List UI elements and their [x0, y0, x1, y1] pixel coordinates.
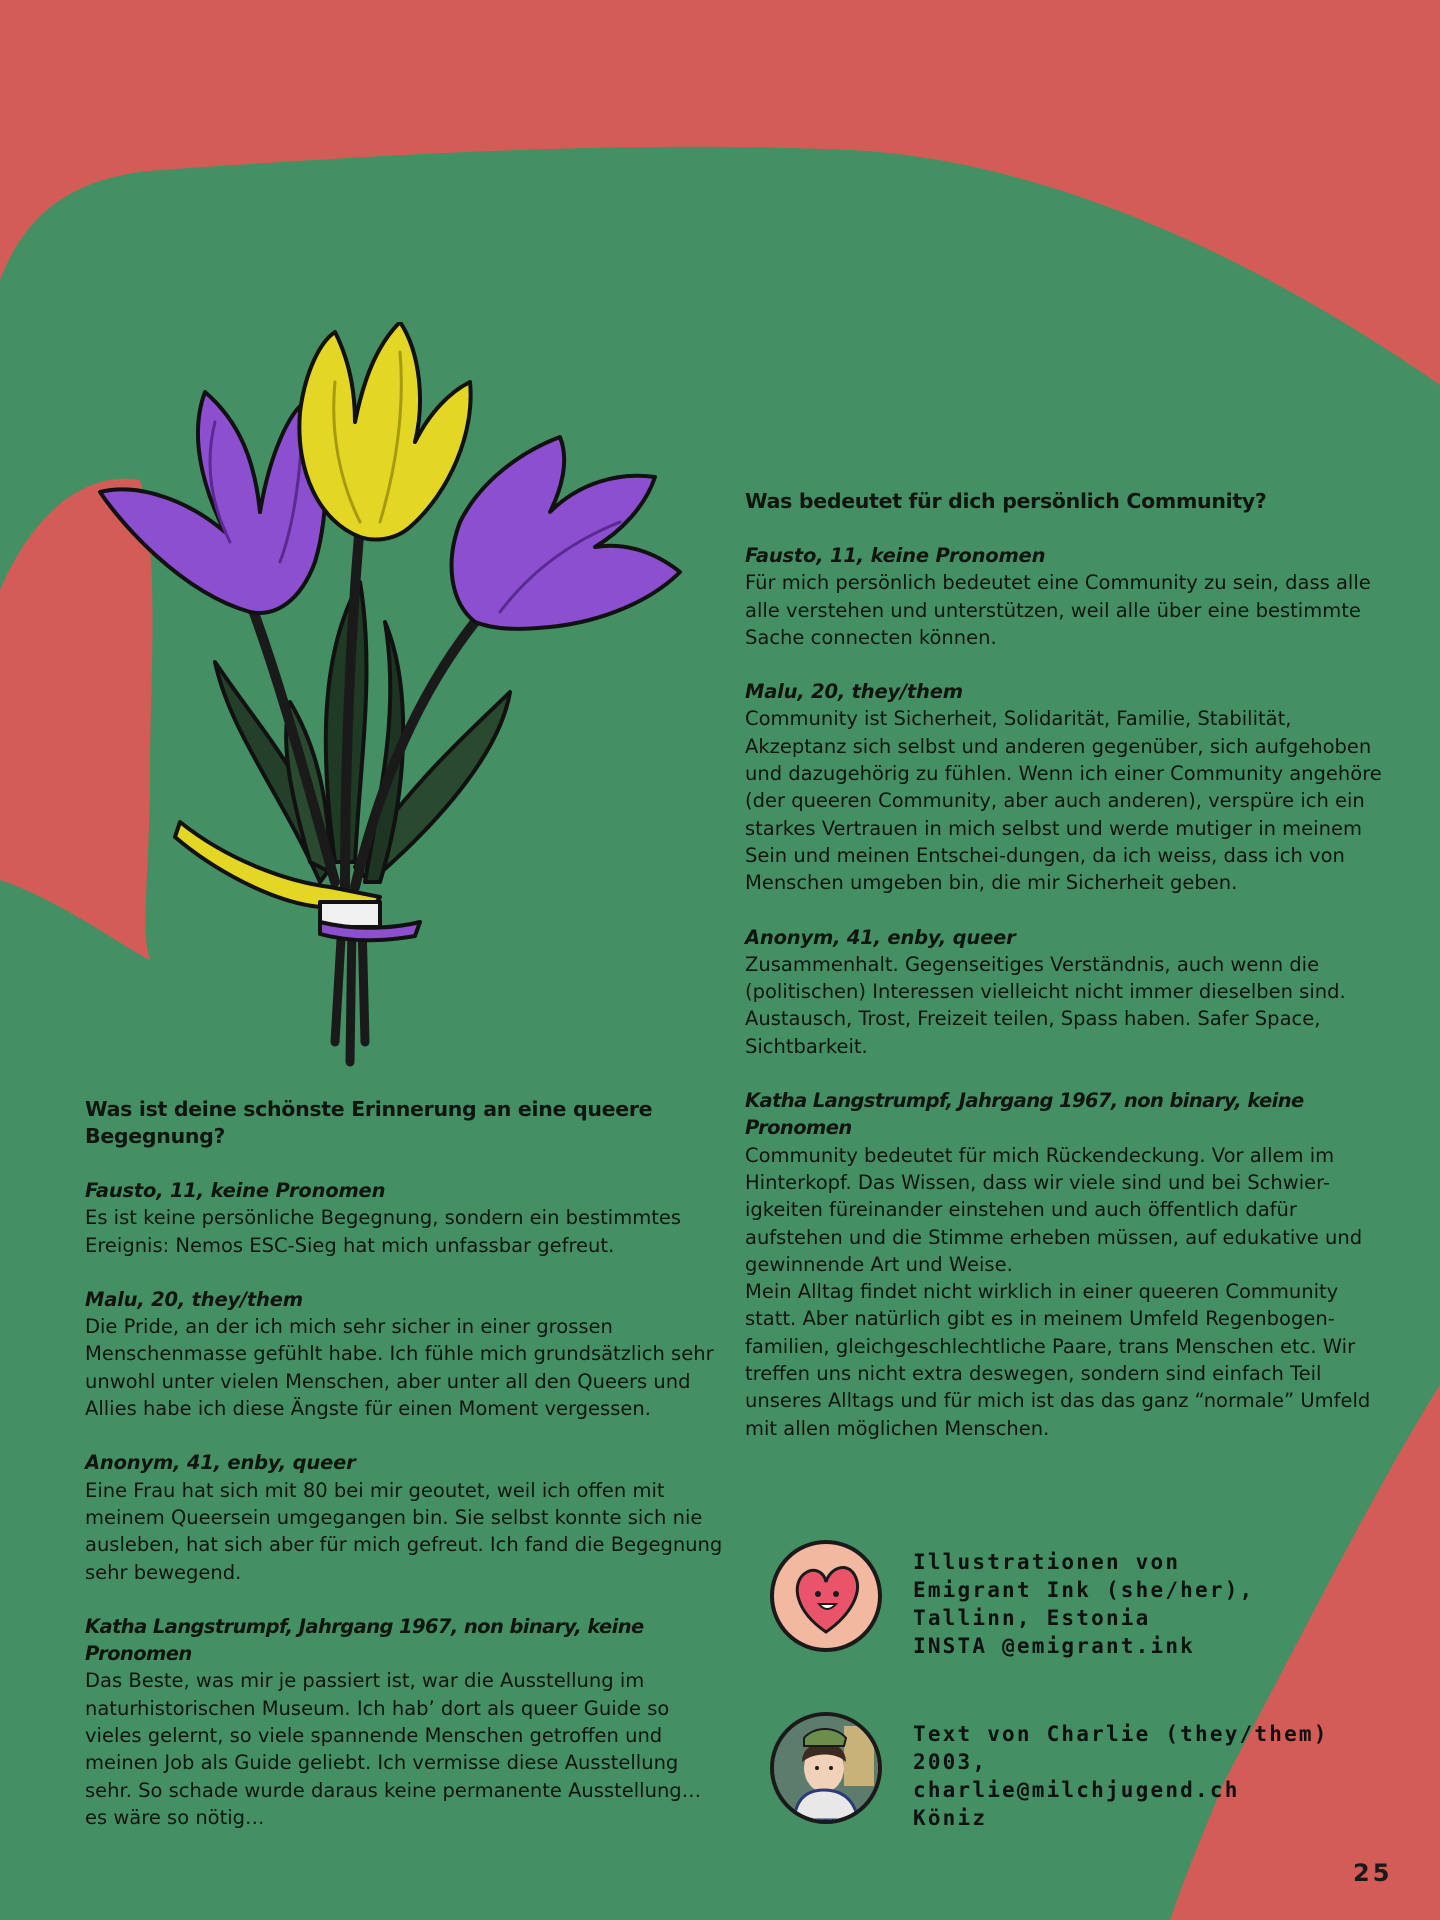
crocus-bouquet-illustration	[80, 322, 720, 1082]
answer-entry	[85, 1286, 725, 1422]
page-number: 25	[1353, 1859, 1393, 1887]
answer-entry	[85, 1449, 725, 1585]
answer-entry	[85, 1177, 725, 1259]
answer-text: Zusammenhalt. Gegenseitiges Verständnis, auch wenn die (politischen) Interessen vielleicht nicht immer dieselben sind. Austausch, Trost, Freizeit teilen, Spass haben. Safer Space, Sichtbarkeit.	[745, 952, 1346, 1058]
text-credit-text: Text von Charlie (they/them) 2003, charlie@milchjugend.ch Köniz	[913, 1722, 1329, 1830]
left-column	[85, 1096, 725, 1858]
credit-illustrations	[770, 1540, 1410, 1670]
answer-entry	[745, 542, 1385, 651]
respondent-name: Katha Langstrumpf, Jahrgang 1967, non binary, keine Pronomen	[85, 1614, 644, 1666]
question-memory: Was ist deine schönste Erinnerung an eine queere Begegnung?	[85, 1097, 653, 1148]
answer-entry	[85, 1613, 725, 1831]
respondent-name: Anonym, 41, enby, queer	[745, 925, 1016, 949]
respondent-name: Malu, 20, they/them	[85, 1287, 303, 1311]
answer-entry	[745, 678, 1385, 896]
respondent-name: Malu, 20, they/them	[745, 680, 963, 704]
answer-text: Es ist keine persönliche Begegnung, sondern ein bestimmtes Ereignis: Nemos ESC-Sieg hat mich unfassbar gefreut.	[85, 1206, 682, 1257]
right-column	[745, 488, 1385, 1469]
answer-text: Eine Frau hat sich mit 80 bei mir geoutet, weil ich offen mit meinem Queersein umgegangen bin. Sie selbst konnte sich nie ausleben, hat sich aber für mich gefreut. Ich fand die Begegnung sehr bewegend.	[85, 1478, 723, 1584]
credit-text	[770, 1712, 1410, 1842]
answer-entry	[745, 1087, 1385, 1442]
heart-face-avatar-icon	[770, 1540, 882, 1652]
respondent-name: Fausto, 11, keine Pronomen	[745, 544, 1046, 567]
illustration-credit-text: Illustrationen von Emigrant Ink (she/her), Tallinn, Estonia INSTA @emigrant.ink	[913, 1550, 1255, 1658]
answer-text: Die Pride, an der ich mich sehr sicher in einer grossen Menschenmasse gefühlt habe. Ich fühle mich grundsätzlich sehr unwohl unter vielen Menschen, aber unter all den Queers und Allies habe ich diese Ängste für einen Moment vergessen.	[85, 1315, 714, 1421]
answer-text: Community ist Sicherheit, Solidarität, Familie, Stabilität, Akzeptanz sich selbst und anderen gegenüber, sich aufgehoben und dazugehörig zu fühlen. Wenn ich einer Community angehöre (der queeren Community, aber auch anderen), verspüre ich ein starkes Vertrauen in mich selbst und werde mutiger in meinem Sein und meinen Entschei-dungen, da ich weiss, dass ich von Menschen umgeben bin, die mir Sicherheit geben.	[745, 707, 1382, 895]
question-community: Was bedeutet für dich persönlich Community?	[745, 489, 1267, 513]
respondent-name: Fausto, 11, keine Pronomen	[85, 1179, 386, 1202]
answer-entry	[745, 924, 1385, 1060]
portrait-avatar-icon	[770, 1712, 882, 1824]
answer-text: Für mich persönlich bedeutet eine Community zu sein, dass alle alle verstehen und unterstützen, weil alle über eine bestimmte Sache connecten können.	[745, 571, 1371, 649]
respondent-name: Katha Langstrumpf, Jahrgang 1967, non binary, keine Pronomen	[745, 1089, 1304, 1140]
answer-text: Das Beste, was mir je passiert ist, war die Ausstellung im naturhistorischen Museum. Ich hab’ dort als queer Guide so vieles gelernt, so viele spannende Menschen getroffen und meinen Job als Guide geliebt. Ich vermisse diese Ausstellung sehr. So schade wurde daraus keine permanente Ausstellung… es wäre so nötig…	[85, 1669, 702, 1829]
answer-text: Community bedeutet für mich Rückendeckung. Vor allem im Hinterkopf. Das Wissen, dass wir viele sind und bei Schwier-igkeiten füreinander einstehen und auch öffentlich dafür aufstehen und die Stimme erheben müssen, auf edukative und gewinnende Art und Weise. Mein Alltag findet nicht wirklich in einer queeren Community statt. Aber natürlich gibt es in meinem Umfeld Regenbogen-familien, gleichgeschlechtliche Paare, trans Menschen etc. Wir treffen uns nicht extra deswegen, sondern sind einfach Teil unseres Alltags und für mich ist das das ganz “normale” Umfeld mit allen möglichen Menschen.	[745, 1143, 1371, 1440]
respondent-name: Anonym, 41, enby, queer	[85, 1451, 356, 1475]
